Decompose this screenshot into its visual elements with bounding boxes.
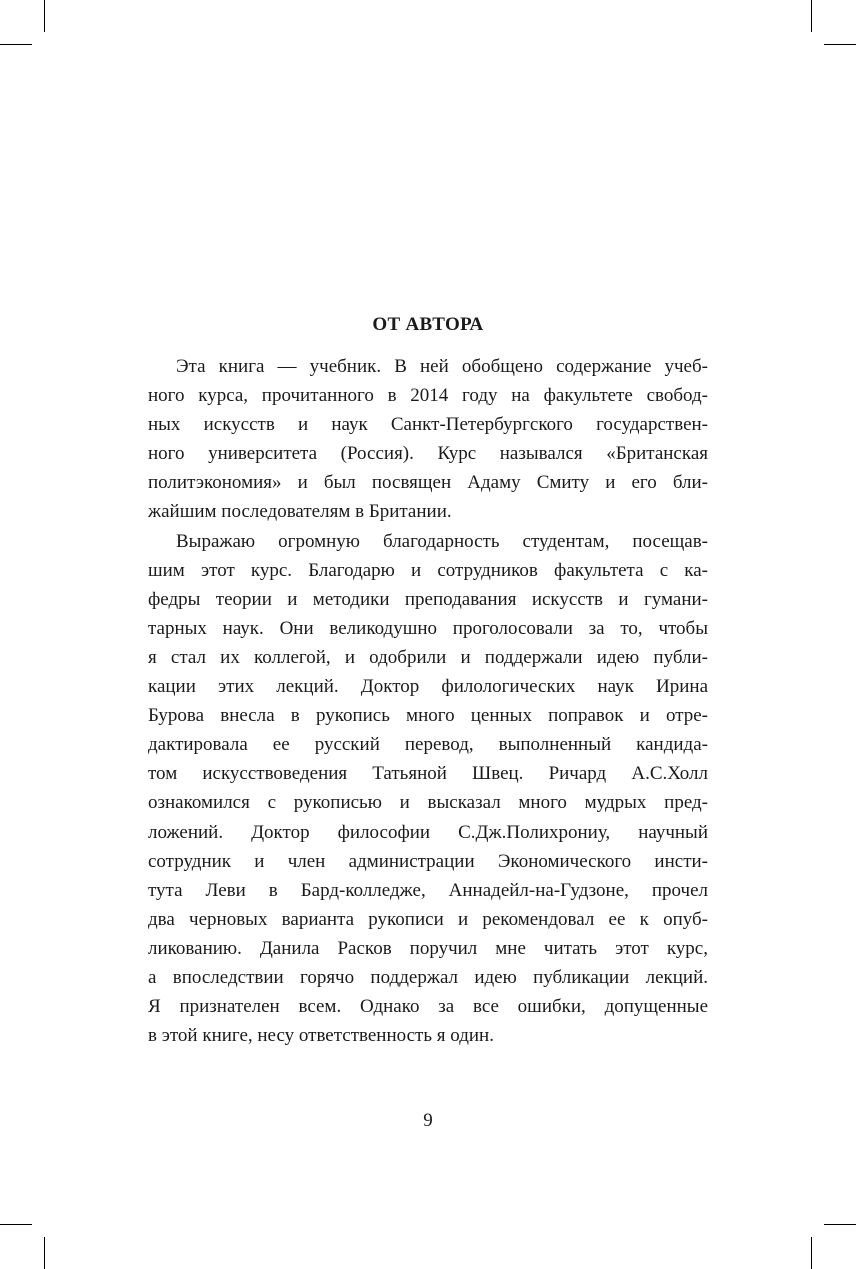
body-text <box>148 352 708 1050</box>
paragraph-1 <box>148 352 708 527</box>
text-line: ложений. Доктор философии С.Дж.Полихрониу, научный <box>148 821 708 843</box>
crop-mark-top-left-vertical <box>44 0 45 32</box>
text-line: жайшим последователям в Британии. <box>148 501 452 523</box>
crop-mark-bottom-left-vertical <box>44 1237 45 1269</box>
crop-mark-bottom-right-horizontal <box>824 1224 856 1225</box>
crop-mark-top-right-horizontal <box>824 44 856 45</box>
text-line: дактировала ее русский перевод, выполненный кандида- <box>148 734 708 756</box>
text-line: тарных наук. Они великодушно проголосовали за то, чтобы <box>148 617 708 639</box>
text-line: ного университета (Россия). Курс назывался «Британская <box>148 443 708 465</box>
crop-mark-top-right-vertical <box>811 0 812 32</box>
text-line: Эта книга — учебник. В ней обобщено содержание учеб- <box>176 356 708 377</box>
crop-mark-bottom-left-horizontal <box>0 1224 32 1225</box>
text-line: политэкономия» и был посвящен Адаму Смиту и его бли- <box>148 472 708 494</box>
text-line: Бурова внесла в рукопись много ценных поправок и отре- <box>148 705 708 727</box>
text-line: Я признателен всем. Однако за все ошибки, допущенные <box>148 996 708 1018</box>
text-line: в этой книге, несу ответственность я один. <box>148 1025 494 1047</box>
text-line: шим этот курс. Благодарю и сотрудников факультета с ка- <box>148 559 708 581</box>
text-line: я стал их коллегой, и одобрили и поддержали идею публи- <box>148 646 708 668</box>
section-heading: ОТ АВТОРА <box>372 314 484 335</box>
text-line: два черновых варианта рукописи и рекомендовал ее к опуб- <box>148 908 708 930</box>
paragraph-2 <box>148 527 708 1051</box>
text-line: тута Леви в Бард-колледже, Аннадейл-на-Гудзоне, прочел <box>148 879 708 901</box>
text-line: а впоследствии горячо поддержал идею публикации лекций. <box>148 966 708 988</box>
crop-mark-bottom-right-vertical <box>811 1237 812 1269</box>
text-line: ных искусств и наук Санкт-Петербургского государствен- <box>148 414 708 436</box>
text-line: том искусствоведения Татьяной Швец. Ричард А.С.Холл <box>148 763 708 785</box>
text-line: Выражаю огромную благодарность студентам, посещав- <box>176 530 708 552</box>
text-line: ликованию. Данила Расков поручил мне читать этот курс, <box>148 937 708 959</box>
text-line: федры теории и методики преподавания искусств и гумани- <box>148 588 708 610</box>
crop-mark-top-left-horizontal <box>0 44 32 45</box>
text-line: ознакомился с рукописью и высказал много мудрых пред- <box>148 792 708 814</box>
text-line: сотрудник и член администрации Экономического инсти- <box>148 850 708 872</box>
text-line: ного курса, прочитанного в 2014 году на факультете свобод- <box>148 385 708 407</box>
text-line: кации этих лекций. Доктор филологических наук Ирина <box>148 676 708 698</box>
page-number: 9 <box>423 1110 433 1131</box>
